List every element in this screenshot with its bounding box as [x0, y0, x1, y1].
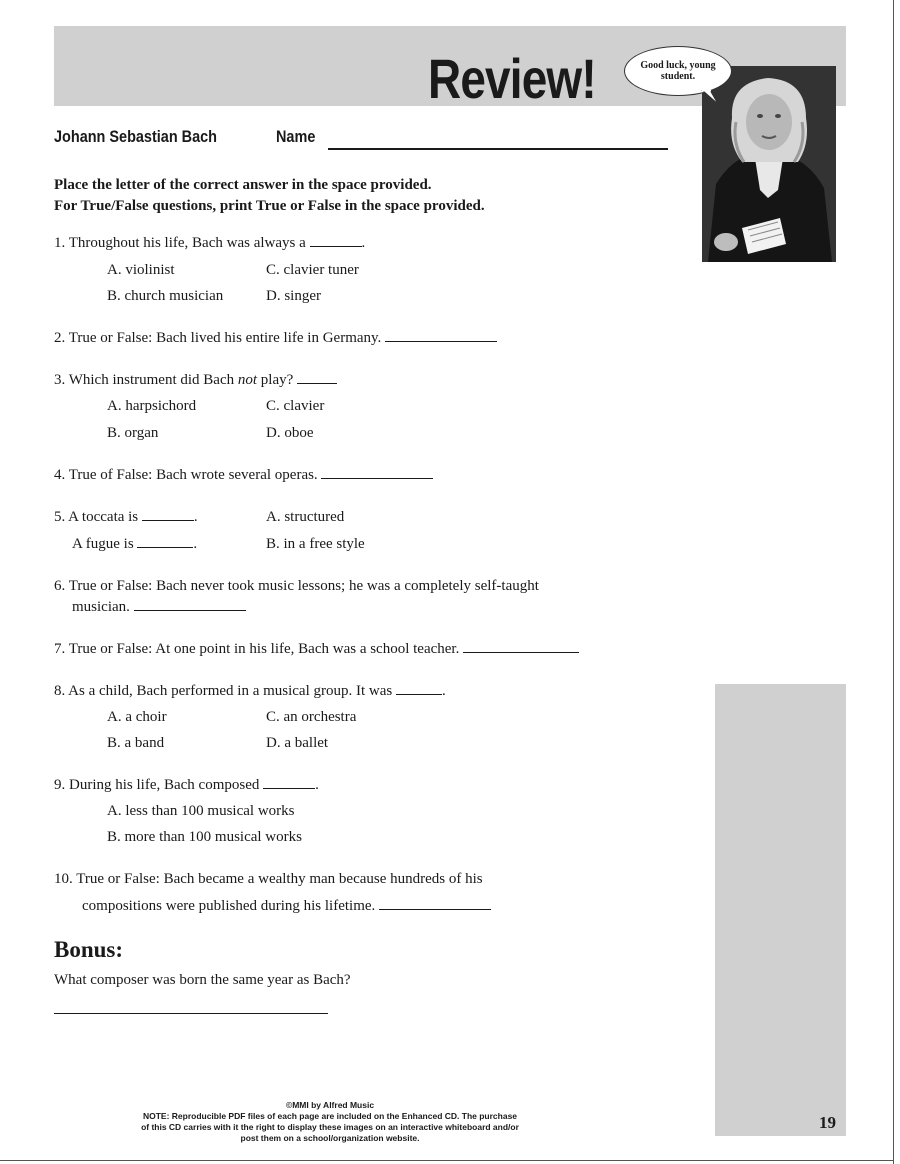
option: D. oboe: [266, 425, 314, 441]
name-label: Name: [276, 127, 316, 146]
option: B. church musician: [107, 288, 224, 304]
answer-blank[interactable]: [379, 897, 491, 910]
question-text: 1. Throughout his life, Bach was always a: [54, 235, 306, 251]
page-title: Review!: [428, 47, 596, 110]
option: C. clavier: [266, 398, 325, 414]
answer-blank[interactable]: [142, 508, 194, 521]
speech-bubble-tail: [700, 90, 720, 106]
answer-blank[interactable]: [396, 682, 442, 695]
speech-bubble: [624, 46, 732, 96]
bonus-heading: Bonus:: [54, 937, 124, 962]
answer-blank[interactable]: [297, 371, 337, 384]
question-end: .: [361, 235, 366, 251]
question-7: [54, 639, 579, 659]
question-8: [54, 681, 446, 701]
instructions: [54, 175, 674, 217]
question-4: [54, 465, 433, 485]
answer-blank[interactable]: [463, 640, 579, 653]
page-border-right: [893, 0, 894, 1164]
footer: [60, 1100, 600, 1144]
answer-blank[interactable]: [137, 535, 193, 548]
answer-blank[interactable]: [134, 598, 246, 611]
question-5-line2: [72, 534, 197, 554]
bonus-answer-field[interactable]: [54, 1013, 328, 1014]
question-text: 3. Which instrument did Bach: [54, 372, 235, 388]
question-emphasis: not: [237, 372, 258, 388]
question-text: 9. During his life, Bach composed: [54, 777, 260, 793]
composer-name: Johann Sebastian Bach: [54, 127, 218, 146]
question-10-line2: [82, 896, 491, 916]
option: A. violinist: [107, 262, 175, 278]
footer-note-line: NOTE: Reproducible PDF files of each page are included on the Enhanced CD. The purchase: [142, 1111, 518, 1121]
question-text: 4. True of False: Bach wrote several operas.: [54, 467, 318, 483]
question-5: [54, 507, 198, 527]
question-text: musician.: [72, 599, 130, 615]
option: B. organ: [107, 425, 159, 441]
name-field[interactable]: [328, 148, 668, 150]
instruction-line: Place the letter of the correct answer in the space provided.: [54, 177, 432, 193]
question-text: 7. True or False: At one point in his life, Bach was a school teacher.: [54, 641, 460, 657]
question-text: compositions were published during his lifetime.: [82, 898, 376, 914]
bach-portrait-image: [702, 66, 836, 262]
option: B. in a free style: [266, 536, 365, 552]
instruction-line: For True/False questions, print True or False in the space provided.: [54, 198, 485, 214]
question-1: [54, 233, 365, 253]
question-3: [54, 370, 337, 390]
option: A. harpsichord: [107, 398, 197, 414]
side-panel: [715, 684, 846, 1136]
question-text: 5. A toccata is: [54, 509, 139, 525]
option: D. singer: [266, 288, 321, 304]
question-text: 2. True or False: Bach lived his entire life in Germany.: [54, 330, 382, 346]
option: A. a choir: [107, 709, 167, 725]
question-6-line2: [72, 597, 246, 617]
option: A. structured: [266, 509, 345, 525]
option: C. an orchestra: [266, 709, 357, 725]
question-text: A fugue is: [72, 536, 134, 552]
question-text: 8. As a child, Bach performed in a musical group. It was: [54, 683, 393, 699]
question-end: .: [193, 536, 198, 552]
answer-blank[interactable]: [310, 234, 362, 247]
footer-note-line: of this CD carries with it the right to display these images on an interactive whiteboard and/or: [141, 1122, 519, 1132]
question-10: 10. True or False: Bach became a wealthy man because hundreds of his: [54, 871, 483, 887]
option: B. more than 100 musical works: [107, 829, 302, 845]
page-number: 19: [819, 1113, 836, 1132]
bonus-question: What composer was born the same year as Bach?: [54, 972, 351, 988]
question-9: [54, 775, 319, 795]
answer-blank[interactable]: [385, 329, 497, 342]
option: B. a band: [107, 735, 165, 751]
option: A. less than 100 musical works: [107, 803, 295, 819]
copyright: ©MMI by Alfred Music: [285, 1100, 375, 1110]
question-end: .: [315, 777, 319, 793]
question-2: [54, 328, 497, 348]
question-text: play?: [260, 372, 294, 388]
speech-bubble-text: Good luck, young student.: [640, 60, 716, 82]
page-border-bottom: [0, 1160, 894, 1161]
answer-blank[interactable]: [321, 466, 433, 479]
question-end: .: [442, 683, 446, 699]
footer-note-line: post them on a school/organization website.: [240, 1133, 420, 1143]
question-6: 6. True or False: Bach never took music lessons; he was a completely self-taught: [54, 578, 539, 594]
answer-blank[interactable]: [263, 776, 315, 789]
option: C. clavier tuner: [266, 262, 359, 278]
question-end: .: [193, 509, 198, 525]
option: D. a ballet: [266, 735, 329, 751]
